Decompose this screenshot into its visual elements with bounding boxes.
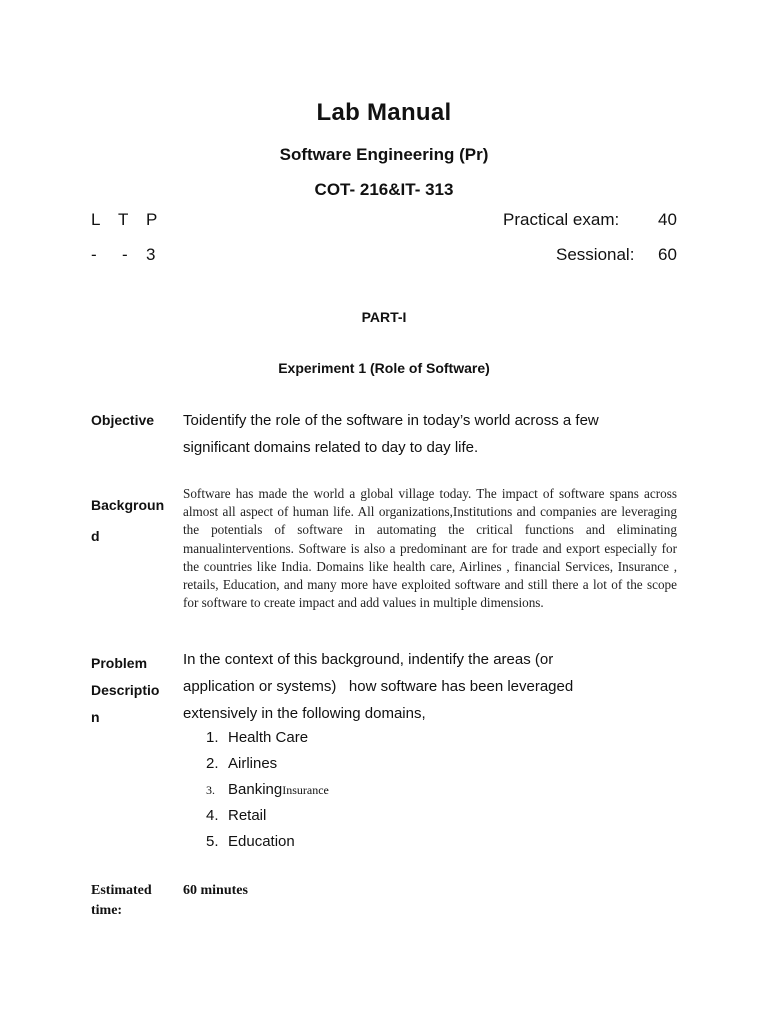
course-code: COT- 216&IT- 313 (314, 180, 454, 199)
domain-list (206, 725, 329, 855)
list-item-text: Health Care (228, 729, 309, 746)
sessional-marks: 60 (658, 245, 677, 264)
list-item-text: Retail (228, 807, 267, 824)
ltp-letter-p: P (146, 210, 158, 229)
list-item (206, 803, 329, 829)
estimated-time-value: 60 minutes (183, 883, 248, 898)
problem-line: application or systems) how software has been leveraged (183, 678, 574, 695)
problem-label (91, 650, 159, 731)
objective-line: significant domains related to day to day life. (183, 439, 479, 456)
estimated-time-label (91, 881, 152, 921)
experiment-title: Experiment 1 (Role of Software) (278, 360, 490, 376)
ltp-value-t: - (122, 245, 128, 264)
background-label-line: Backgroun (91, 497, 165, 513)
objective-label: Objective (91, 412, 155, 428)
subject-title: Software Engineering (Pr) (279, 145, 489, 164)
estimated-time-label-line: Estimated (91, 883, 152, 898)
estimated-time-label-line: time: (91, 903, 123, 918)
list-item (206, 725, 329, 751)
background-text: Software has made the world a global village today. The impact of software spans across almost all aspect of human life. All organizations,Institutions and companies are leveraging the potentials of software in automating the critical functions and eliminating manualinterventions. Software is also a predominant are for trade and export especially for the countries like India. Domains like health care, Airlines , financial Services, Insurance , retails, Education, and many more have exploited software and still there a lot of the scope for software to create impact and add values in multiple dimensions. (183, 486, 677, 611)
practical-exam-label: Practical exam: (503, 210, 620, 229)
list-item-number: 4. (206, 807, 219, 824)
problem-line: extensively in the following domains, (183, 705, 426, 722)
list-item-number: 5. (206, 833, 219, 850)
ltp-value-p: 3 (146, 245, 156, 264)
list-item (206, 829, 329, 855)
ltp-letter-l: L (91, 210, 101, 229)
problem-label-line: Problem (91, 655, 148, 671)
list-item-number: 2. (206, 755, 219, 772)
sessional-label: Sessional: (556, 245, 635, 264)
list-item-number: 3. (206, 783, 215, 797)
list-item-text: Airlines (228, 755, 278, 772)
ltp-value-l: - (91, 245, 97, 264)
page-title: Lab Manual (316, 99, 452, 126)
ltp-letter-t: T (118, 210, 129, 229)
background-label-line: d (91, 528, 100, 544)
part-heading: PART-I (361, 309, 407, 325)
problem-label-line: Descriptio (91, 682, 160, 698)
list-item-extra: Insurance (282, 783, 329, 797)
practical-exam-marks: 40 (658, 210, 677, 229)
list-item-number: 1. (206, 729, 219, 746)
problem-text (183, 646, 573, 727)
problem-label-line: n (91, 709, 100, 725)
background-label (91, 490, 164, 552)
problem-line: In the context of this background, indentify the areas (or (183, 651, 554, 668)
list-item (206, 777, 329, 803)
list-item (206, 751, 329, 777)
list-item-text: Education (228, 833, 295, 850)
objective-line: Toidentify the role of the software in today’s world across a few (183, 412, 599, 429)
objective-text (183, 407, 599, 461)
list-item-text: Banking (228, 781, 283, 798)
